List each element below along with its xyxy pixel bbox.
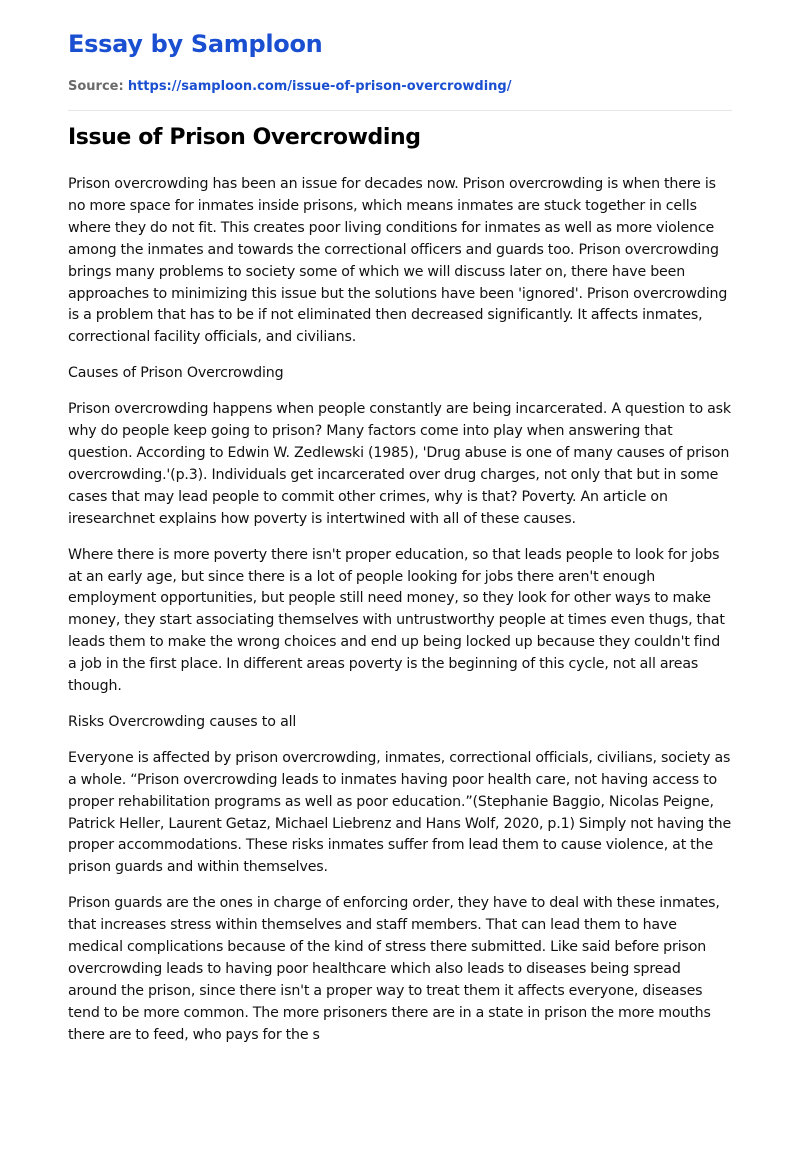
paragraph-causes-1: Prison overcrowding happens when people constantly are being incarcerated. A question to ask why do people keep going to prison? Many factors come into play when answering that question. According to Edwin W. Zedlewski (1985), 'Drug abuse is one of many causes of prison overcrowding.'(p.3). Individuals get incarcerated over drug charges, not only that but in some cases that may lead people to commit other crimes, why is that? Poverty. An article on iresearchnet explains how poverty is intertwined with all of these causes.: [68, 401, 731, 527]
paragraph-intro: Prison overcrowding has been an issue for decades now. Prison overcrowding is when there is no more space for inmates inside prisons, which means inmates are stuck together in cells where they do not fit. This creates poor living conditions for inmates as well as more violence among the inmates and towards the correctional officers and guards too. Prison overcrowding brings many problems to society some of which we will discuss later on, there have been approaches to minimizing this issue but the solutions have been 'ignored'. Prison overcrowding is a problem that has to be if not eliminated then decreased significantly. It affects inmates, correctional facility officials, and civilians.: [68, 176, 728, 346]
paragraph-risks-2: Prison guards are the ones in charge of enforcing order, they have to deal with these inmates, that increases stress within themselves and staff members. That can lead them to have medical complications because of the kind of stress there submitted. Like said before prison overcrowding leads to having poor healthcare which also leads to diseases being spread around the prison, since there isn't a proper way to treat them it affects everyone, diseases tend to be more common. The more prisoners there are in a state in prison the more mouths there are to feed, who pays for the s: [68, 895, 720, 1043]
subheading-risks: Risks Overcrowding causes to all: [68, 713, 297, 730]
subheading-causes: Causes of Prison Overcrowding: [68, 365, 284, 382]
essay-title: Issue of Prison Overcrowding: [68, 125, 421, 150]
source-line: [68, 78, 511, 96]
paragraph-risks-1: Everyone is affected by prison overcrowding, inmates, correctional officials, civilians, society as a whole. “Prison overcrowding leads to inmates having poor health care, not having access to proper rehabilitation programs as well as poor education.”(Stephanie Baggio, Nicolas Peigne, Patrick Heller, Laurent Getaz, Michael Liebrenz and Hans Wolf, 2020, p.1) Simply not having the proper accommodations. These risks inmates suffer from lead them to cause violence, at the prison guards and within themselves.: [68, 749, 732, 876]
source-link[interactable]: https://samploon.com/issue-of-prison-overcrowding/: [127, 79, 512, 94]
essay-body: [68, 174, 732, 1061]
site-brand: Essay by Samploon: [68, 30, 323, 58]
paragraph-causes-2: Where there is more poverty there isn't proper education, so that leads people to look for jobs at an early age, but since there is a lot of people looking for jobs there aren't enough employment opportunities, but people still need money, so they look for other ways to make money, they start associating themselves with untrustworthy people at times even thugs, that leads them to make the wrong choices and end up being locked up because they couldn't find a job in the first place. In different areas poverty is the beginning of this cycle, not all areas though.: [68, 546, 725, 695]
source-label: Source:: [68, 79, 124, 94]
header-divider: [68, 110, 732, 111]
